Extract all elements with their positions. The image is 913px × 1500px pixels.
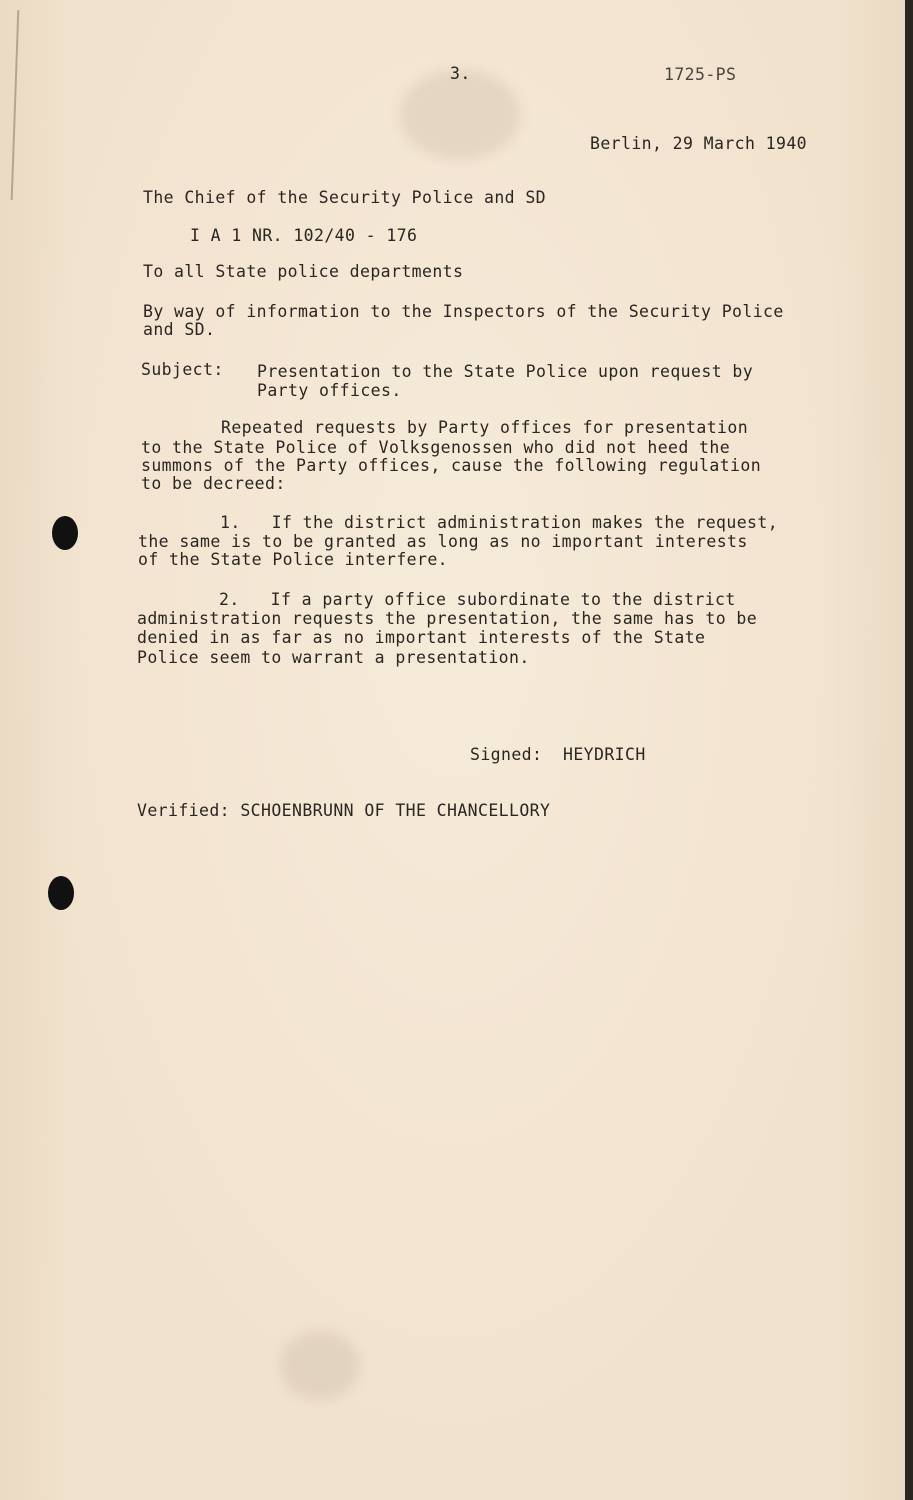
intro-line-3: summons of the Party offices, cause the following regulation	[141, 456, 762, 475]
verification-line: Verified: SCHOENBRUNN OF THE CHANCELLORY	[137, 801, 551, 820]
signature-line: Signed: HEYDRICH	[470, 745, 646, 764]
point-1-line-1: 1. If the district administration makes the request,	[220, 513, 779, 532]
cc-line-2: and SD.	[143, 320, 216, 339]
point-2-line-2: administration requests the presentation, the same has to be	[137, 609, 758, 628]
reference-number: I A 1 NR. 102/40 - 176	[190, 226, 418, 245]
point-2-line-3: denied in as far as no important interests of the State	[137, 628, 706, 647]
page-number: 3.	[450, 64, 471, 83]
thumbprint-smudge	[400, 70, 520, 160]
point-2-line-4: Police seem to warrant a presentation.	[137, 648, 530, 667]
punch-hole-top	[52, 516, 78, 550]
point-2-line-1: 2. If a party office subordinate to the district	[219, 590, 736, 609]
document-id: 1725-PS	[664, 65, 737, 84]
stain-smudge	[280, 1330, 360, 1400]
subject-line-1: Presentation to the State Police upon request by	[257, 362, 754, 381]
paper-edge-line	[11, 10, 20, 200]
addressee-line: To all State police departments	[143, 262, 464, 281]
punch-hole-bottom	[48, 876, 74, 910]
point-1-line-2: the same is to be granted as long as no important interests	[138, 532, 748, 551]
sender-line: The Chief of the Security Police and SD	[143, 188, 547, 207]
subject-line-2: Party offices.	[257, 381, 402, 400]
intro-line-1: Repeated requests by Party offices for presentation	[221, 418, 749, 437]
point-1-line-3: of the State Police interfere.	[138, 550, 449, 569]
cc-line-1: By way of information to the Inspectors of the Security Police	[143, 302, 784, 321]
intro-line-4: to be decreed:	[141, 474, 286, 493]
place-date: Berlin, 29 March 1940	[590, 134, 808, 153]
intro-line-2: to the State Police of Volksgenossen who did not heed the	[141, 438, 731, 457]
subject-label: Subject:	[141, 360, 224, 379]
